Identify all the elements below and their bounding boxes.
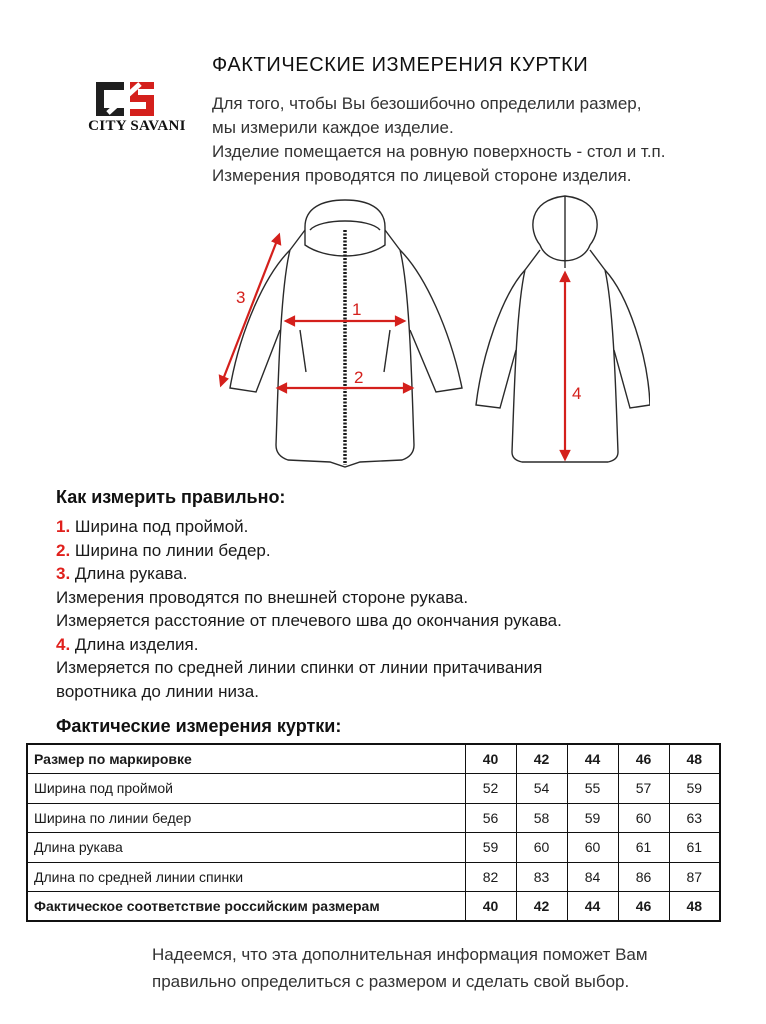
table-row <box>27 892 720 922</box>
intro-text <box>212 92 665 188</box>
howto-text: Длина рукава. <box>70 564 188 583</box>
howto-title: Как измерить правильно: <box>56 487 286 507</box>
intro-line: Для того, чтобы Вы безошибочно определили размер, <box>212 94 642 113</box>
table-row <box>27 774 720 804</box>
table-cell: 87 <box>669 862 720 892</box>
page-title: ФАКТИЧЕСКИЕ ИЗМЕРЕНИЯ КУРТКИ <box>212 54 589 76</box>
table-cell: 61 <box>669 833 720 863</box>
table-cell: 42 <box>516 892 567 922</box>
table-cell: 60 <box>516 833 567 863</box>
table-cell: 55 <box>567 774 618 804</box>
howto-item <box>56 633 562 657</box>
footer-line: правильно определиться с размером и сделать свой выбор. <box>152 972 630 991</box>
table-cell: 56 <box>465 803 516 833</box>
table-cell: 52 <box>465 774 516 804</box>
howto-item <box>56 562 562 586</box>
howto-item <box>56 539 562 563</box>
howto-item <box>56 586 562 610</box>
howto-text: воротника до линии низа. <box>56 681 259 701</box>
footer-line: Надеемся, что эта дополнительная информация поможет Вам <box>152 945 648 964</box>
table-cell: 44 <box>567 892 618 922</box>
table-cell: 60 <box>618 803 669 833</box>
table-row <box>27 862 720 892</box>
footer-note <box>152 941 648 995</box>
table-cell: 54 <box>516 774 567 804</box>
table-cell: 59 <box>669 774 720 804</box>
table-cell: 48 <box>669 892 720 922</box>
table-cell: 58 <box>516 803 567 833</box>
howto-number: 2. <box>56 540 71 560</box>
row-label: Длина по средней линии спинки <box>27 862 465 892</box>
intro-line: Измерения проводятся по лицевой стороне изделия. <box>212 166 632 185</box>
row-label: Ширина под проймой <box>27 774 465 804</box>
howto-item <box>56 656 562 680</box>
table-row <box>27 833 720 863</box>
table-cell: 84 <box>567 862 618 892</box>
howto-list <box>56 515 562 703</box>
brand-name: CITY SAVANI <box>88 118 186 134</box>
row-label: Ширина по линии бедер <box>27 803 465 833</box>
howto-text: Измеряется по средней линии спинки от линии притачивания <box>56 658 543 677</box>
howto-number: 1. <box>56 517 71 536</box>
table-cell: 44 <box>567 744 618 774</box>
table-cell: 86 <box>618 862 669 892</box>
table-row <box>27 744 720 774</box>
row-label: Длина рукава <box>27 833 465 863</box>
marker-label-4: 4 <box>572 384 582 403</box>
table-cell: 46 <box>618 892 669 922</box>
row-label: Размер по маркировке <box>27 744 465 774</box>
table-cell: 59 <box>465 833 516 863</box>
table-row <box>27 803 720 833</box>
howto-text: Длина изделия. <box>70 634 199 654</box>
table-cell: 63 <box>669 803 720 833</box>
table-cell: 42 <box>516 744 567 774</box>
howto-item <box>56 609 562 633</box>
howto-text: Ширина под проймой. <box>70 517 249 536</box>
howto-number: 4. <box>56 634 71 654</box>
howto-number: 3. <box>56 564 71 583</box>
table-title: Фактические измерения куртки: <box>56 716 342 736</box>
marker-label-2: 2 <box>354 368 364 387</box>
table-cell: 40 <box>465 744 516 774</box>
jacket-back-drawing <box>476 196 650 462</box>
table-cell: 61 <box>618 833 669 863</box>
jacket-measurement-diagram <box>210 190 650 480</box>
table-cell: 46 <box>618 744 669 774</box>
howto-text: Измеряется расстояние от плечевого шва до окончания рукава. <box>56 611 562 630</box>
intro-line: мы измерили каждое изделие. <box>212 118 454 137</box>
table-cell: 57 <box>618 774 669 804</box>
table-cell: 40 <box>465 892 516 922</box>
row-label: Фактическое соответствие российским размерам <box>27 892 465 922</box>
table-cell: 48 <box>669 744 720 774</box>
marker-label-1: 1 <box>352 300 362 319</box>
table-cell: 60 <box>567 833 618 863</box>
howto-text: Ширина по линии бедер. <box>70 540 271 560</box>
table-cell: 59 <box>567 803 618 833</box>
table-cell: 83 <box>516 862 567 892</box>
intro-line: Изделие помещается на ровную поверхность - стол и т.п. <box>212 142 666 161</box>
table-cell: 82 <box>465 862 516 892</box>
measure-arrow-3 <box>222 238 278 382</box>
size-table <box>26 743 721 922</box>
marker-label-3: 3 <box>236 288 246 307</box>
howto-text: Измерения проводятся по внешней стороне рукава. <box>56 587 469 607</box>
howto-item <box>56 680 562 704</box>
howto-item <box>56 515 562 539</box>
